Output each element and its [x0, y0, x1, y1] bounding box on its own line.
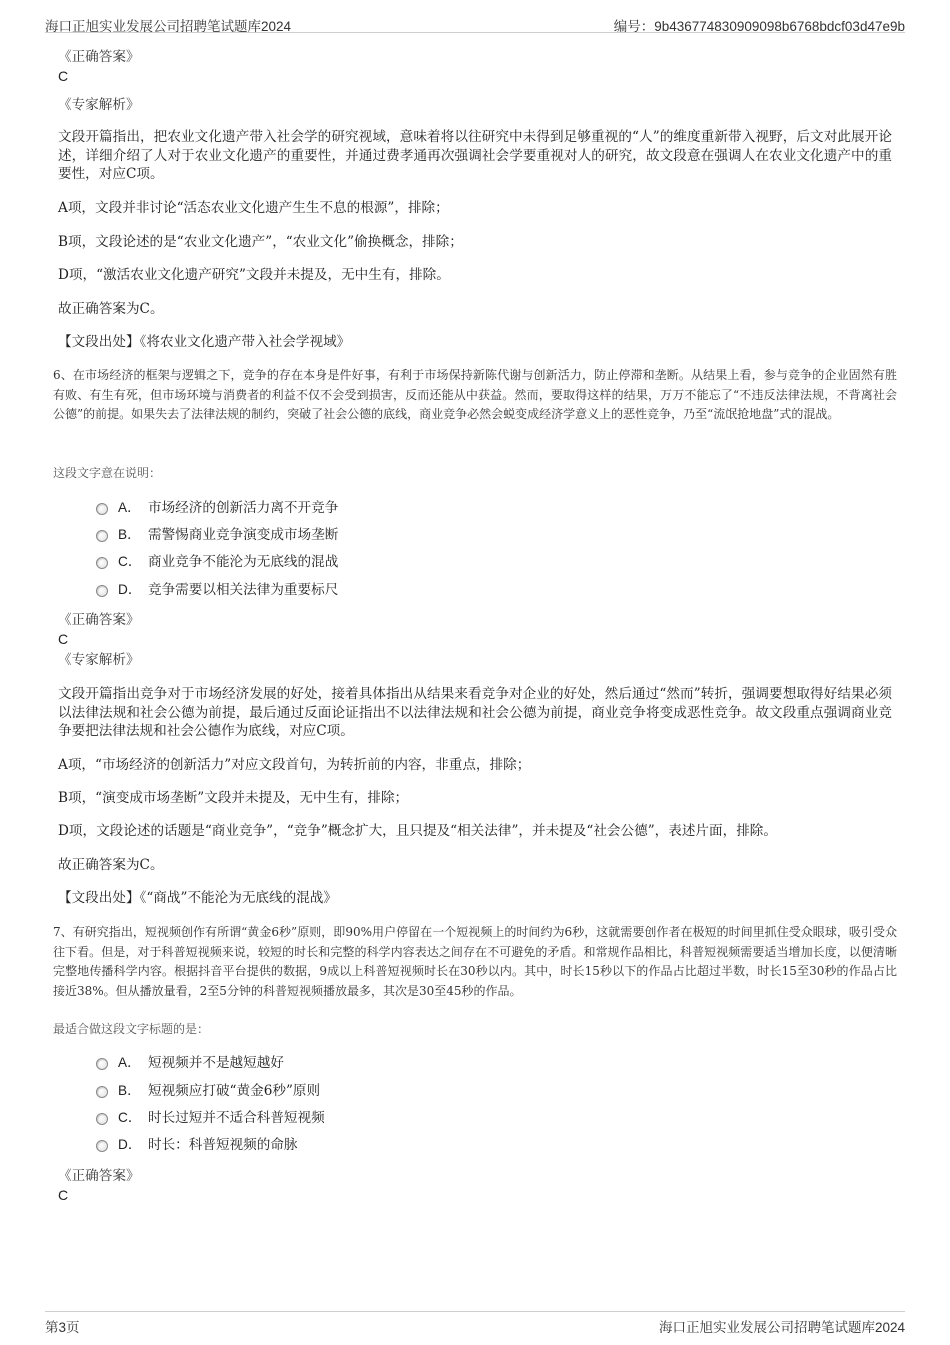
- option-text: 市场经济的创新活力离不开竞争: [148, 500, 339, 516]
- page-header: [45, 10, 905, 33]
- page-number: 第3页: [45, 1320, 80, 1335]
- option-letter: A．: [118, 500, 141, 515]
- radio-icon[interactable]: [96, 503, 108, 515]
- radio-icon[interactable]: [96, 585, 108, 597]
- option-letter: D．: [118, 582, 142, 597]
- page-footer: [45, 1311, 905, 1340]
- answer-value: C: [58, 631, 69, 647]
- conclusion: 故正确答案为C。: [58, 857, 164, 873]
- option-text: 短视频应打破“黄金6秒”原则: [148, 1083, 321, 1099]
- question-7-text: 7、有研究指出，短视频创作有所谓“黄金6秒”原则，即90%用户停留在一个短视频上的时间约为6秒，这就需要创作者在极短的时间里抓住受众眼球，吸引受众往下看。但是，对于科普短视频来说，较短的时长和完整的科学内容表达之间存在不可避免的矛盾。和常规作品相比，科普短视频需要适当增加长度，以便清晰完整地传播科学内容。根据抖音平台提供的数据，9成以上科普短视频时长在30秒以内。其中，时长15秒以下的作品占比超过半数，时长15至30秒的作品占比接近38%。但从播放量看，2至5分钟的科普短视频播放最多，其次是30至45秒的作品。: [53, 925, 897, 998]
- answer-label: 《正确答案》: [58, 1168, 140, 1184]
- conclusion: 故正确答案为C。: [58, 301, 164, 317]
- option-b-analysis: B项，“演变成市场垄断”文段并未提及，无中生有，排除；: [58, 790, 409, 806]
- option-a-analysis: A项，“市场经济的创新活力”对应文段首句，为转折前的内容，非重点，排除；: [58, 757, 531, 773]
- source-citation: 【文段出处】《“商战”不能沦为无底线的混战》: [58, 890, 337, 906]
- question-6-prompt: 这段文字意在说明：: [53, 466, 162, 480]
- option-b-analysis: B项，文段论述的是“农业文化遗产”，“农业文化”偷换概念，排除；: [58, 234, 463, 250]
- option-text: 时长：科普短视频的命脉: [148, 1137, 298, 1153]
- header-title: 海口正旭实业发展公司招聘笔试题库2024: [45, 19, 292, 34]
- option-text: 需警惕商业竞争演变成市场垄断: [148, 527, 339, 543]
- option-letter: C．: [118, 1110, 142, 1125]
- answer-label: 《正确答案》: [58, 49, 140, 65]
- analysis-label: 《专家解析》: [58, 652, 140, 668]
- option-letter: A．: [118, 1055, 141, 1070]
- answer-value: C: [58, 1187, 69, 1203]
- question-6-text: 6、在市场经济的框架与逻辑之下，竞争的存在本身是件好事，有利于市场保持新陈代谢与创新活力，防止停滞和垄断。从结果上看，参与竞争的企业固然有胜有败、有生有死，但市场环境与消费者的利益不仅不会受到损害，反而还能从中获益。然而，要取得这样的结果，万万不能忘了“不违反法律法规，不背离社会公德”的前提。如果失去了法律法规的制约，突破了社会公德的底线，商业竞争必然会蜕变成经济学意义上的恶性竞争，乃至“流氓抢地盘”式的混战。: [53, 368, 897, 422]
- analysis-label: 《专家解析》: [58, 97, 140, 113]
- analysis-text: 文段开篇指出竞争对于市场经济发展的好处，接着具体指出从结果来看竞争对企业的好处，然后通过“然而”转折，强调要想取得好结果必须以法律法规和社会公德为前提，最后通过反面论证指出不以法律法规和社会公德为前提，商业竞争将变成恶性竞争。故文段重点强调商业竞争要把法律法规和社会公德作为底线，对应C项。: [58, 686, 892, 739]
- option-text: 短视频并不是越短越好: [148, 1055, 284, 1071]
- radio-icon[interactable]: [96, 530, 108, 542]
- answer-value: C: [58, 68, 69, 84]
- option-text: 时长过短并不适合科普短视频: [148, 1110, 325, 1126]
- radio-icon[interactable]: [96, 557, 108, 569]
- option-d-analysis: D项，“激活农业文化遗产研究”文段并未提及，无中生有，排除。: [58, 267, 450, 283]
- option-letter: B．: [118, 1083, 141, 1098]
- option-d-analysis: D项，文段论述的话题是“商业竞争”，“竞争”概念扩大，且只提及“相关法律”，并未提及“社会公德”，表述片面，排除。: [58, 823, 777, 839]
- option-letter: B．: [118, 527, 141, 542]
- radio-icon[interactable]: [96, 1113, 108, 1125]
- source-citation: 【文段出处】《将农业文化遗产带入社会学视域》: [58, 334, 351, 350]
- option-a-analysis: A项，文段并非讨论“活态农业文化遗产生生不息的根源”，排除；: [58, 200, 449, 216]
- radio-icon[interactable]: [96, 1086, 108, 1098]
- radio-icon[interactable]: [96, 1058, 108, 1070]
- footer-title: 海口正旭实业发展公司招聘笔试题库2024: [658, 1320, 905, 1335]
- option-text: 商业竞争不能沦为无底线的混战: [148, 554, 339, 570]
- radio-icon[interactable]: [96, 1140, 108, 1152]
- header-doc-id: 编号：9b436774830909098b6768bdcf03d47e9b: [613, 19, 905, 34]
- option-text: 竞争需要以相关法律为重要标尺: [148, 582, 339, 598]
- option-letter: C．: [118, 554, 142, 569]
- option-letter: D．: [118, 1137, 142, 1152]
- answer-label: 《正确答案》: [58, 612, 140, 628]
- question-7-prompt: 最适合做这段文字标题的是：: [53, 1022, 210, 1036]
- analysis-text: 文段开篇指出，把农业文化遗产带入社会学的研究视域，意味着将以往研究中未得到足够重视的“人”的维度重新带入视野，后文对此展开论述，详细介绍了人对于农业文化遗产的重要性，并通过费孝通再次强调社会学要重视对人的研究，故文段意在强调人在农业文化遗产中的重要性，对应C项。: [58, 129, 892, 182]
